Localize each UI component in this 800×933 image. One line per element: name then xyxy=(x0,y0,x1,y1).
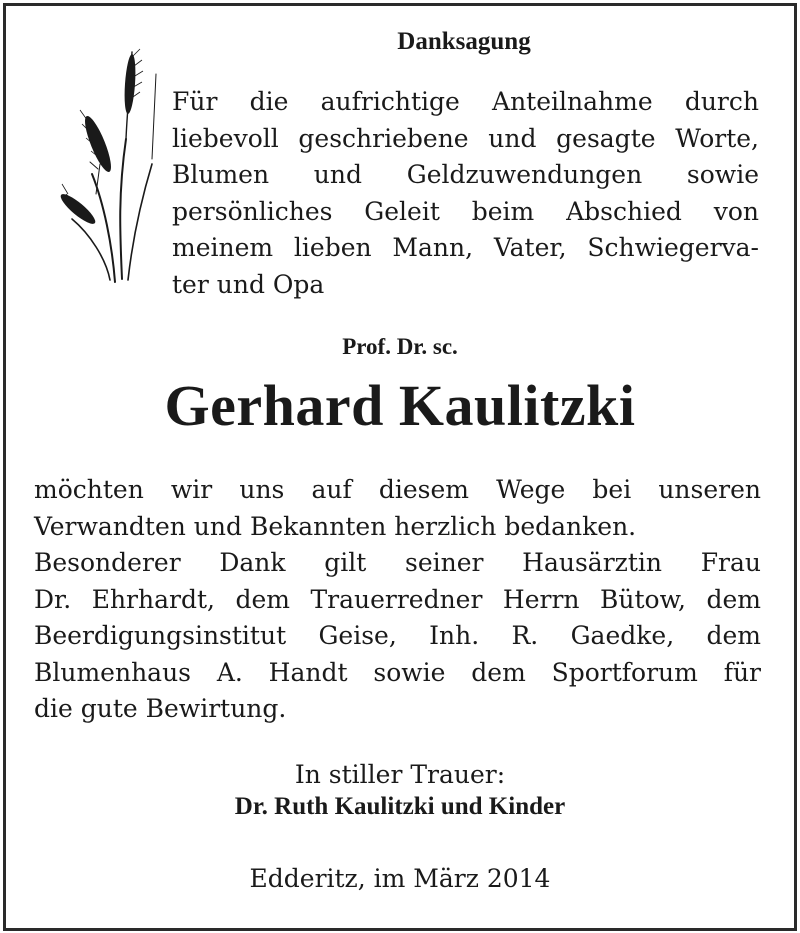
notice-title: Danksagung xyxy=(397,28,531,55)
closing-line: In stiller Trauer: xyxy=(294,760,506,789)
body-line: möchten wir uns auf diesem Wege bei unseren xyxy=(34,475,761,504)
intro-line: Blumen und Geldzuwendungen sowie xyxy=(172,160,759,189)
body-line: die gute Bewirtung. xyxy=(34,694,287,723)
body-line: Besonderer Dank gilt seiner Hausärztin Frau xyxy=(34,548,761,577)
body-line: Verwandten und Bekannten herzlich bedanken. xyxy=(34,511,637,541)
body-text xyxy=(34,472,761,728)
intro-line: Für die aufrichtige Anteilnahme durch xyxy=(172,87,759,116)
wheat-ears-icon xyxy=(60,44,165,284)
deceased-name: Gerhard Kaulitzki xyxy=(164,373,636,438)
intro-line: ter und Opa xyxy=(172,269,325,299)
intro-line: persönliches Geleit beim Abschied von xyxy=(172,196,759,226)
body-line: Beerdigungsinstitut Geise, Inh. R. Gaedke, dem xyxy=(34,621,761,650)
place-date: Edderitz, im März 2014 xyxy=(249,864,551,893)
body-line: Dr. Ehrhardt, dem Trauerredner Herrn Bütow, dem xyxy=(34,584,761,614)
intro-line: liebevoll geschriebene und gesagte Worte, xyxy=(172,123,759,153)
deceased-title: Prof. Dr. sc. xyxy=(342,334,458,359)
intro-line: meinem lieben Mann, Vater, Schwiegerva- xyxy=(172,233,759,262)
signatory: Dr. Ruth Kaulitzki und Kinder xyxy=(234,793,566,820)
intro-text xyxy=(172,84,759,303)
body-line: Blumenhaus A. Handt sowie dem Sportforum für xyxy=(34,657,761,687)
